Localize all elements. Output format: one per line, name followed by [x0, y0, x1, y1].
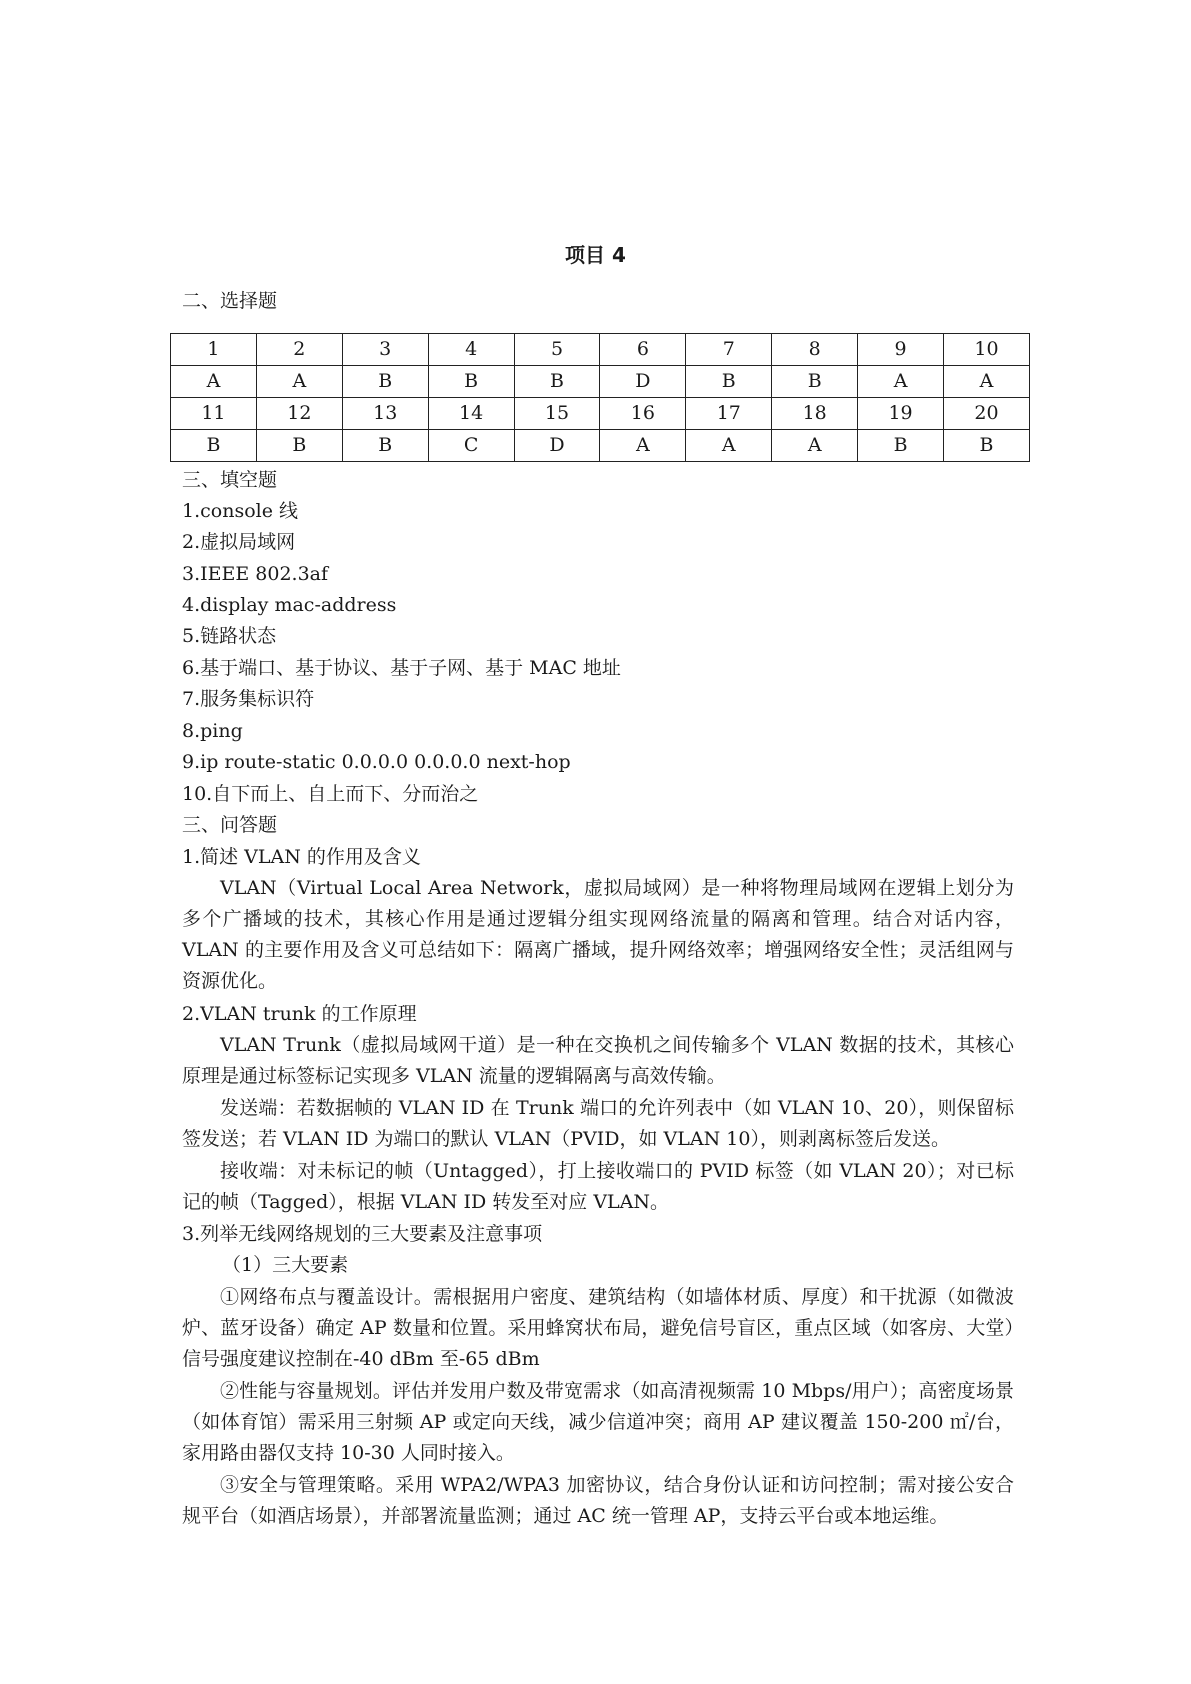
- table-cell: B: [686, 366, 772, 398]
- table-cell: C: [428, 430, 514, 462]
- section-heading-choice: 二、选择题: [182, 290, 278, 312]
- table-row: [171, 398, 1030, 430]
- table-cell: 10: [944, 334, 1030, 366]
- section-heading-fill: 三、填空题: [182, 469, 278, 491]
- table-cell: B: [171, 430, 257, 462]
- table-cell: 18: [772, 398, 858, 430]
- question-3-answer-security: ③安全与管理策略。采用 WPA2/WPA3 加密协议，结合身份认证和访问控制；需对接公安合规平台（如酒店场景），并部署流量监测；通过 AC 统一管理 AP，支持云平台或本地运维。: [182, 1474, 1014, 1527]
- table-cell: 5: [514, 334, 600, 366]
- table-cell: 16: [600, 398, 686, 430]
- page-title: 项目 4: [565, 243, 626, 267]
- table-cell: A: [772, 430, 858, 462]
- fill-answer-item: 6.基于端口、基于协议、基于子网、基于 MAC 地址: [182, 657, 621, 679]
- table-cell: 20: [944, 398, 1030, 430]
- table-cell: B: [944, 430, 1030, 462]
- question-3-subheading: （1）三大要素: [222, 1254, 349, 1276]
- table-cell: 17: [686, 398, 772, 430]
- fill-answer-item: 8.ping: [182, 720, 243, 742]
- table-cell: B: [342, 366, 428, 398]
- table-cell: B: [514, 366, 600, 398]
- table-row: [171, 430, 1030, 462]
- table-cell: B: [256, 430, 342, 462]
- table-cell: A: [858, 366, 944, 398]
- table-cell: 3: [342, 334, 428, 366]
- table-cell: 11: [171, 398, 257, 430]
- table-row: [171, 366, 1030, 398]
- answer-table: [170, 333, 1030, 462]
- table-cell: A: [944, 366, 1030, 398]
- table-cell: A: [171, 366, 257, 398]
- fill-answer-item: 9.ip route-static 0.0.0.0 0.0.0.0 next-hop: [182, 751, 571, 773]
- table-cell: 2: [256, 334, 342, 366]
- question-3-answer-capacity: ②性能与容量规划。评估并发用户数及带宽需求（如高清视频需 10 Mbps/用户）；高密度场景（如体育馆）需采用三射频 AP 或定向天线，减少信道冲突；商用 AP 建议覆盖 150-200 ㎡/台，家用路由器仅支持 10-30 人同时接入。: [182, 1380, 1014, 1464]
- question-3-answer-coverage: ①网络布点与覆盖设计。需根据用户密度、建筑结构（如墙体材质、厚度）和干扰源（如微波炉、蓝牙设备）确定 AP 数量和位置。采用蜂窝状布局，避免信号盲区，重点区域（如客房、大堂）信号强度建议控制在-40 dBm 至-65 dBm: [182, 1286, 1014, 1370]
- table-cell: D: [600, 366, 686, 398]
- question-2-answer-intro: VLAN Trunk（虚拟局域网干道）是一种在交换机之间传输多个 VLAN 数据的技术，其核心原理是通过标签标记实现多 VLAN 流量的逻辑隔离与高效传输。: [182, 1034, 1014, 1087]
- section-heading-qa: 三、问答题: [182, 814, 278, 836]
- table-cell: 12: [256, 398, 342, 430]
- table-cell: 9: [858, 334, 944, 366]
- table-cell: 7: [686, 334, 772, 366]
- fill-answer-item: 3.IEEE 802.3af: [182, 563, 329, 585]
- table-cell: 4: [428, 334, 514, 366]
- table-cell: 13: [342, 398, 428, 430]
- table-cell: 6: [600, 334, 686, 366]
- table-cell: B: [428, 366, 514, 398]
- fill-answer-item: 2.虚拟局域网: [182, 531, 296, 553]
- table-cell: 1: [171, 334, 257, 366]
- question-3-title: 3.列举无线网络规划的三大要素及注意事项: [182, 1223, 543, 1245]
- fill-answer-item: 1.console 线: [182, 500, 298, 522]
- table-cell: A: [600, 430, 686, 462]
- table-cell: B: [858, 430, 944, 462]
- table-row: [171, 334, 1030, 366]
- question-2-answer-receiver: 接收端：对未标记的帧（Untagged），打上接收端口的 PVID 标签（如 VLAN 20）；对已标记的帧（Tagged），根据 VLAN ID 转发至对应 VLAN。: [182, 1160, 1014, 1213]
- table-cell: 15: [514, 398, 600, 430]
- question-2-answer-sender: 发送端：若数据帧的 VLAN ID 在 Trunk 端口的允许列表中（如 VLAN 10、20），则保留标签发送；若 VLAN ID 为端口的默认 VLAN（PVID，如 VLAN 10），则剥离标签后发送。: [182, 1097, 1014, 1150]
- fill-answer-item: 7.服务集标识符: [182, 688, 315, 710]
- table-cell: 8: [772, 334, 858, 366]
- fill-answer-item: 10.自下而上、自上而下、分而治之: [182, 783, 479, 805]
- table-cell: 19: [858, 398, 944, 430]
- fill-answer-item: 4.display mac-address: [182, 594, 397, 616]
- question-1-title: 1.简述 VLAN 的作用及含义: [182, 846, 421, 868]
- question-1-answer: VLAN（Virtual Local Area Network，虚拟局域网）是一种将物理局域网在逻辑上划分为多个广播域的技术，其核心作用是通过逻辑分组实现网络流量的隔离和管理。结合对话内容，VLAN 的主要作用及含义可总结如下：隔离广播域，提升网络效率；增强网络安全性；灵活组网与资源优化。: [182, 877, 1014, 992]
- fill-answer-item: 5.链路状态: [182, 625, 277, 647]
- table-cell: 14: [428, 398, 514, 430]
- table-cell: D: [514, 430, 600, 462]
- table-cell: B: [772, 366, 858, 398]
- table-cell: B: [342, 430, 428, 462]
- table-cell: A: [686, 430, 772, 462]
- table-cell: A: [256, 366, 342, 398]
- question-2-title: 2.VLAN trunk 的工作原理: [182, 1003, 417, 1025]
